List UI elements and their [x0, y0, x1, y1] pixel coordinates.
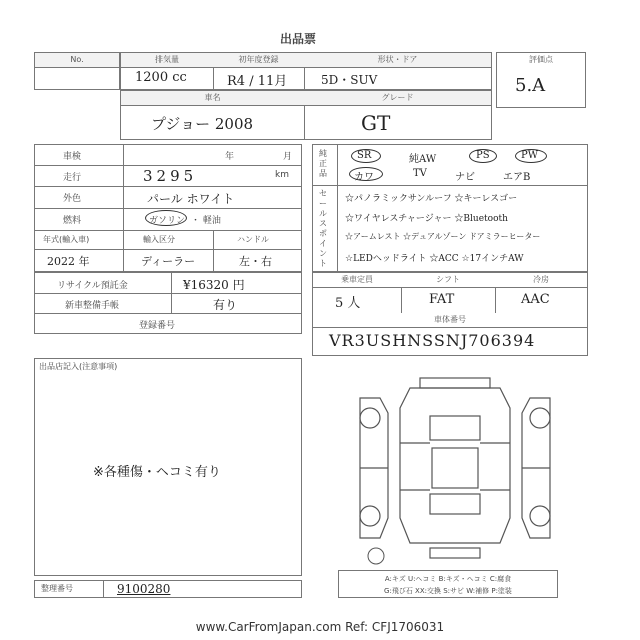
selling-point-line: ☆パノラミックサンルーフ ☆キーレスゴー	[345, 194, 518, 204]
right-rear-wheel	[530, 506, 550, 526]
equipment-ps: PS	[476, 150, 490, 161]
spare-tire-shape	[368, 548, 384, 564]
name-label: 車名	[121, 91, 304, 106]
equipment-tv: TV	[413, 168, 427, 179]
left-front-wheel	[360, 408, 380, 428]
windshield-shape	[430, 416, 480, 440]
name-box	[120, 90, 492, 140]
selling-point-line: ☆ワイヤレスチャージャー ☆Bluetooth	[345, 214, 508, 224]
shape-value: 5D・SUV	[321, 73, 378, 87]
ac-value: AAC	[521, 292, 550, 307]
damage-legend	[338, 570, 558, 598]
mileage-label: 走行	[63, 173, 82, 183]
watermark-text: www.CarFromJapan.com Ref: CFJ1706031	[195, 620, 445, 634]
legend-line: A:キズ U:ヘコミ B:キズ・ヘコミ C:腐食	[384, 575, 512, 583]
model-year-value: 2022 年	[47, 255, 90, 268]
first-reg-label: 初年度登録	[213, 53, 304, 68]
shift-label: シフト	[401, 273, 495, 287]
rear-window-shape	[430, 494, 480, 514]
selling-points-label: セールスポイント	[319, 189, 327, 268]
registration-number-label: 登録番号	[139, 321, 176, 331]
front-bumper-shape	[420, 378, 490, 388]
import-value: ディーラー	[141, 255, 196, 268]
page-title: 出品票	[280, 32, 317, 46]
no-box	[34, 52, 120, 90]
equipment-label: 純正品	[319, 149, 327, 178]
equipment-airbag: エアB	[503, 172, 531, 183]
score-box	[496, 52, 586, 108]
fuel-label: 燃料	[63, 216, 82, 226]
entry-number-box	[34, 580, 302, 598]
mileage-unit: km	[275, 170, 289, 180]
remarks-label: 出品店記入(注意事項)	[39, 362, 118, 371]
left-table	[34, 144, 302, 272]
recycle-value: ¥16320 円	[183, 278, 245, 292]
remarks-text: ※各種傷・ヘコミ有り	[93, 465, 221, 480]
chassis-label: 車体番号	[313, 313, 587, 327]
handle-label: ハンドル	[237, 235, 269, 244]
body-outline	[400, 388, 510, 543]
roof-shape	[432, 448, 478, 488]
recycle-label: リサイクル預託金	[57, 281, 128, 291]
shift-value: FAT	[429, 292, 455, 307]
grade-value: GT	[361, 111, 391, 135]
fuel-gasoline: ガソリン	[149, 216, 186, 226]
maintenance-label: 新車整備手帳	[65, 301, 120, 311]
handle-value: 左・右	[239, 255, 272, 268]
inspection-month-unit: 月	[283, 152, 293, 162]
equipment-leather: カワ	[354, 172, 374, 183]
equipment-box	[312, 144, 588, 272]
first-reg-value: R4 / 11月	[227, 74, 288, 89]
spec-box	[120, 52, 492, 90]
color-label: 外色	[63, 194, 82, 204]
right-front-wheel	[530, 408, 550, 428]
entry-number-value: 9100280	[117, 582, 171, 596]
equipment-pw: PW	[521, 150, 539, 161]
no-label: No.	[35, 53, 119, 68]
equipment-options	[343, 147, 583, 183]
shape-label: 形状・ドア	[304, 53, 491, 68]
displacement-value: 1200 cc	[135, 70, 187, 85]
rear-bumper-shape	[430, 548, 480, 558]
equipment-sr: SR	[357, 150, 372, 161]
legend-line: G:飛び石 XX:交換 S:サビ W:補修 P:塗装	[384, 587, 512, 595]
equipment-navi: ナビ	[455, 172, 475, 183]
fuel-light-oil: ・ 軽油	[191, 216, 221, 226]
left-rear-wheel	[360, 506, 380, 526]
color-value: パール ホワイト	[147, 192, 235, 206]
entry-number-label: 整理番号	[41, 584, 73, 593]
car-damage-diagram	[350, 368, 560, 578]
name-value: プジョー 2008	[151, 115, 254, 133]
selling-point-line: ☆アームレスト ☆デュアルゾーン ドアミラーヒーター	[345, 232, 541, 241]
maintenance-value: 有り	[213, 298, 238, 312]
capacity-row	[312, 272, 588, 356]
score-label: 評価点	[497, 53, 585, 67]
recycle-row	[34, 272, 302, 334]
grade-label: グレード	[304, 91, 491, 106]
capacity-label: 乗車定員	[313, 273, 401, 287]
score-value: 5.A	[515, 75, 546, 96]
displacement-label: 排気量	[121, 53, 213, 68]
inspection-year-unit: 年	[225, 152, 235, 162]
capacity-value: 5 人	[335, 296, 361, 311]
selling-point-line: ☆LEDヘッドライト ☆ACC ☆17インチAW	[345, 254, 524, 264]
model-year-label: 年式(輸入車)	[43, 235, 90, 244]
ac-label: 冷房	[495, 273, 587, 287]
mileage-value: 3295	[143, 167, 198, 185]
chassis-value: VR3USHNSSNJ706394	[329, 331, 536, 350]
import-label: 輸入区分	[143, 235, 175, 244]
equipment-aw: 純AW	[409, 154, 437, 165]
inspection-label: 車検	[63, 152, 82, 162]
remarks-box	[34, 358, 302, 576]
